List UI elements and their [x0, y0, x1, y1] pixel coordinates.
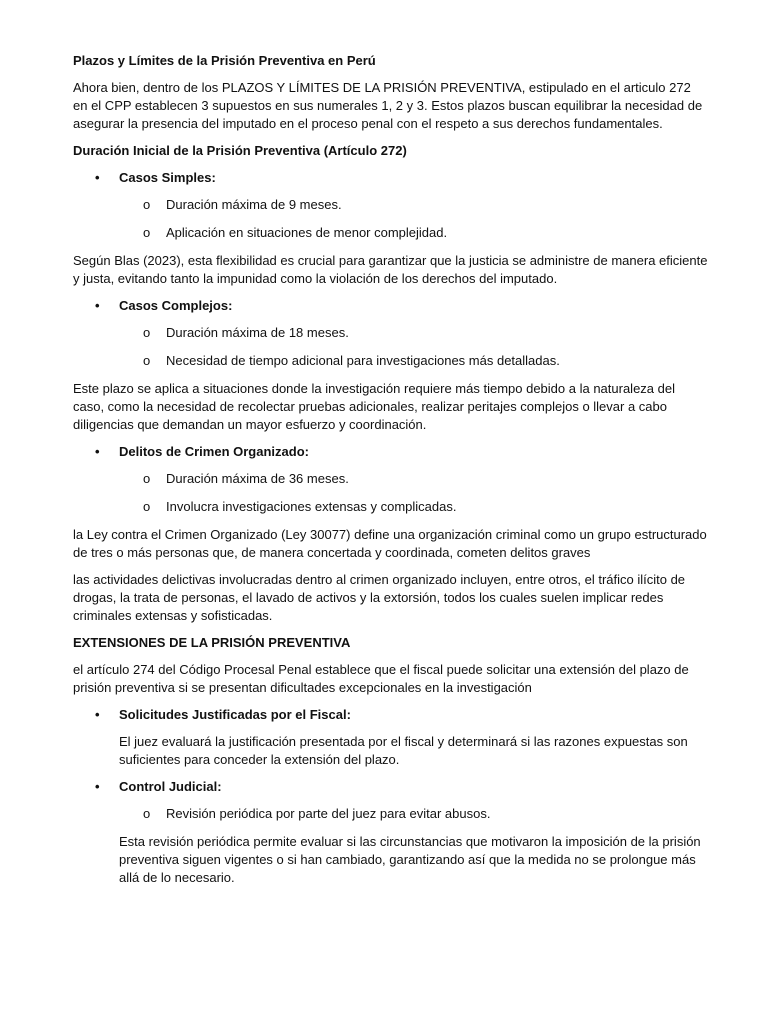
bullet-icon: •: [95, 707, 100, 722]
section2-intro: el artículo 274 del Código Procesal Penal establece que el fiscal puede solicitar una extensión del plazo de prisión preventiva si se presentan dificultades excepcionales en la investigación: [73, 662, 689, 695]
crimen-note-2: las actividades delictivas involucradas dentro al crimen organizado incluyen, entre otros, el tráfico ilícito de drogas, la trata de personas, el lavado de activos y la extorsión, todos los cuales suelen implicar redes criminales extensas y sofisticadas.: [73, 572, 686, 623]
sub-item: [73, 352, 708, 370]
sub-item-text: Aplicación en situaciones de menor complejidad.: [166, 225, 448, 240]
bullet-label: Delitos de Crimen Organizado:: [119, 444, 309, 459]
sub-bullet-icon: o: [143, 806, 151, 821]
sub-item-text: Necesidad de tiempo adicional para investigaciones más detalladas.: [166, 353, 560, 368]
bullet-icon: •: [95, 779, 100, 794]
bullet-icon: •: [95, 298, 100, 313]
sub-item: [73, 498, 708, 516]
bullet-casos-simples: [73, 169, 708, 187]
sub-item: [73, 224, 708, 242]
sub-item: [73, 805, 708, 823]
section1-heading: Duración Inicial de la Prisión Preventiva (Artículo 272): [73, 143, 407, 158]
sub-item-text: Revisión periódica por parte del juez para evitar abusos.: [166, 806, 491, 821]
complejos-note: Este plazo se aplica a situaciones donde la investigación requiere más tiempo debido a la naturaleza del caso, como la necesidad de recolectar pruebas adicionales, realizar peritajes complejos o llevar a cabo diligencias que demandan un mayor esfuerzo y coordinación.: [73, 381, 675, 432]
document-title: Plazos y Límites de la Prisión Preventiva en Perú: [73, 53, 376, 68]
sub-bullet-icon: o: [143, 353, 151, 368]
bullet-label: Casos Complejos:: [119, 298, 233, 313]
sub-bullet-icon: o: [143, 197, 151, 212]
fiscal-text: El juez evaluará la justificación presentada por el fiscal y determinará si las razones expuestas son suficientes para conceder la extensión del plazo.: [119, 734, 688, 767]
section2-heading: EXTENSIONES DE LA PRISIÓN PREVENTIVA: [73, 635, 351, 650]
bullet-label: Solicitudes Justificadas por el Fiscal:: [119, 707, 351, 722]
bullet-crimen-organizado: [73, 443, 708, 461]
intro-paragraph: Ahora bien, dentro de los PLAZOS Y LÍMITES DE LA PRISIÓN PREVENTIVA, estipulado en el articulo 272 en el CPP establecen 3 supuestos en sus numerales 1, 2 y 3. Estos plazos buscan equilibrar la necesidad de asegurar la presencia del imputado en el proceso penal con el respeto a sus derechos fundamentales.: [73, 80, 703, 131]
sub-bullet-icon: o: [143, 471, 151, 486]
sub-item-text: Involucra investigaciones extensas y complicadas.: [166, 499, 457, 514]
bullet-icon: •: [95, 444, 100, 459]
sub-bullet-icon: o: [143, 225, 151, 240]
bullet-label: Casos Simples:: [119, 170, 216, 185]
sub-item: [73, 470, 708, 488]
sub-item-text: Duración máxima de 18 meses.: [166, 325, 349, 340]
bullet-casos-complejos: [73, 297, 708, 315]
sub-item-text: Duración máxima de 9 meses.: [166, 197, 342, 212]
sub-item: [73, 196, 708, 214]
bullet-solicitudes-fiscal: [73, 706, 708, 724]
bullet-label: Control Judicial:: [119, 779, 222, 794]
control-text: Esta revisión periódica permite evaluar si las circunstancias que motivaron la imposición de la prisión preventiva siguen vigentes o si han cambiado, garantizando así que la medida no se prolongue más allá de lo necesario.: [119, 834, 701, 885]
sub-bullet-icon: o: [143, 499, 151, 514]
crimen-note-1: la Ley contra el Crimen Organizado (Ley 30077) define una organización criminal como un grupo estructurado de tres o más personas que, de manera concertada y coordinada, cometen delitos graves: [73, 527, 707, 560]
sub-item: [73, 324, 708, 342]
simples-note: Según Blas (2023), esta flexibilidad es crucial para garantizar que la justicia se administre de manera eficiente y justa, evitando tanto la impunidad como la violación de los derechos del imputado.: [73, 253, 708, 286]
sub-bullet-icon: o: [143, 325, 151, 340]
sub-item-text: Duración máxima de 36 meses.: [166, 471, 349, 486]
bullet-control-judicial: [73, 778, 708, 796]
bullet-icon: •: [95, 170, 100, 185]
